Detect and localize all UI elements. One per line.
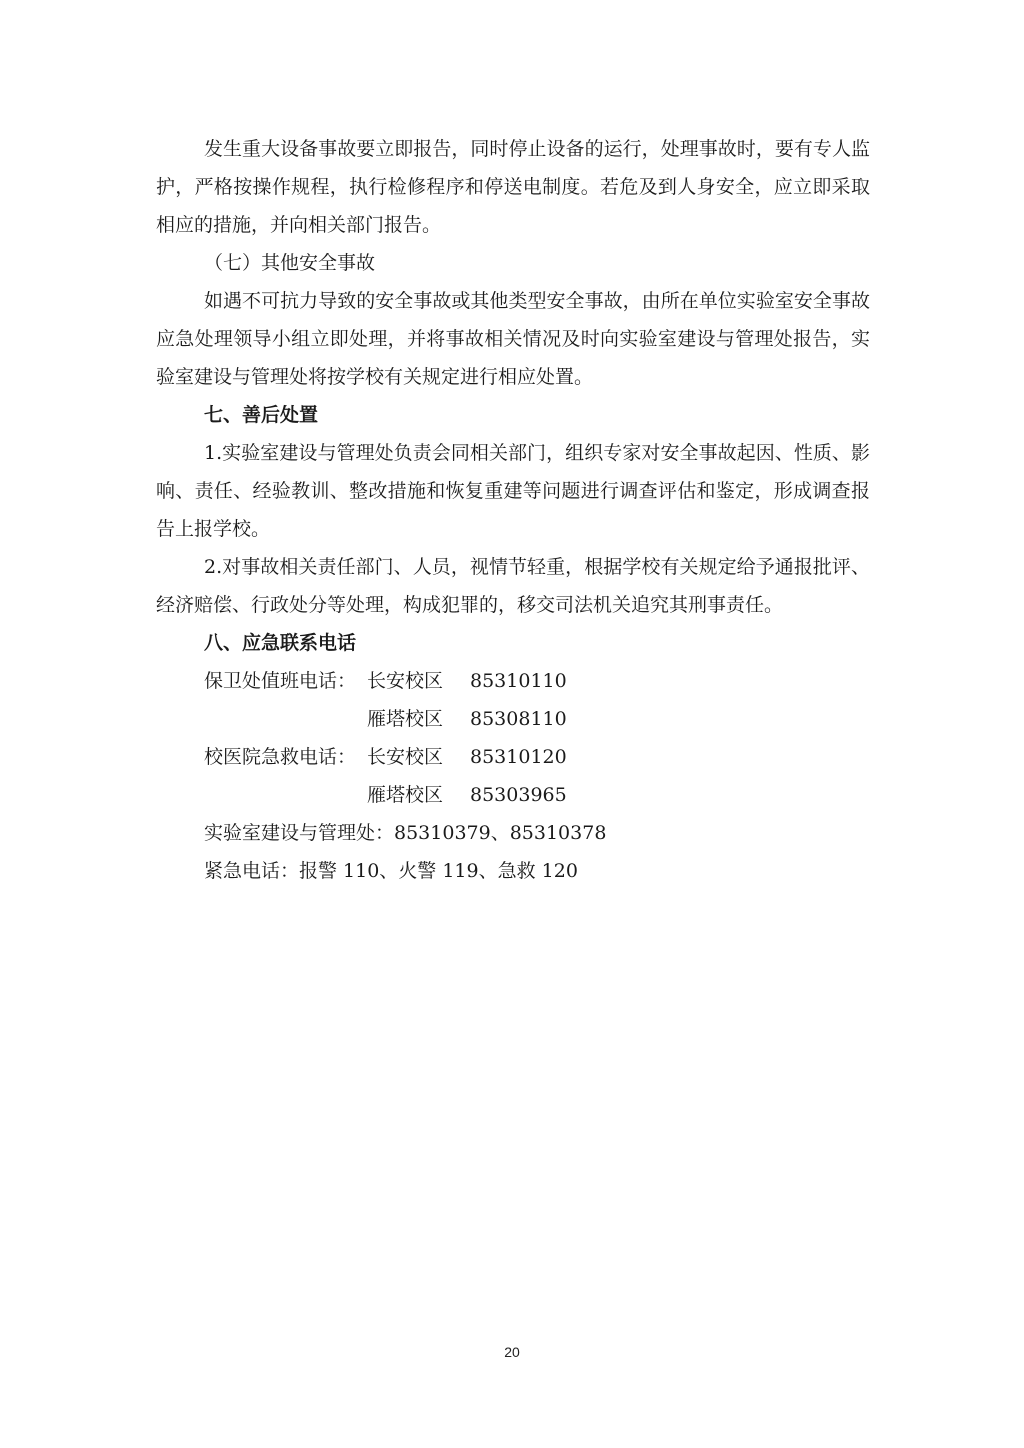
clinic-yanta-campus: 雁塔校区	[367, 784, 444, 806]
aftermath-item-2: 2.对事故相关责任部门、人员，视情节轻重，根据学校有关规定给予通报批评、经济赔偿、行政处分等处理，构成犯罪的，移交司法机关追究其刑事责任。	[156, 556, 870, 616]
other-accident-subheading: （七）其他安全事故	[204, 252, 376, 274]
aftermath-item-1: 1.实验室建设与管理处负责会同相关部门，组织专家对安全事故起因、性质、影响、责任、经验教训、整改措施和恢复重建等问题进行调查评估和鉴定，形成调查报告上报学校。	[156, 442, 870, 540]
security-yanta-campus: 雁塔校区	[367, 708, 444, 730]
aftermath-heading: 七、善后处置	[204, 404, 319, 426]
equipment-accident-paragraph: 发生重大设备事故要立即报告，同时停止设备的运行，处理事故时，要有专人监护，严格按操作规程，执行检修程序和停送电制度。若危及到人身安全，应立即采取相应的措施，并向相关部门报告。	[156, 138, 870, 236]
page-number: 20	[504, 1344, 520, 1360]
contacts-heading: 八、应急联系电话	[204, 632, 357, 654]
clinic-changan-row	[156, 738, 870, 776]
security-label: 保卫处值班电话：	[204, 670, 357, 692]
security-changan-row	[156, 662, 870, 700]
lab-office-contact: 实验室建设与管理处：85310379、85310378	[204, 822, 607, 844]
clinic-changan-phone: 85310120	[470, 746, 567, 768]
clinic-yanta-phone: 85303965	[470, 784, 567, 806]
security-changan-campus: 长安校区	[367, 670, 444, 692]
page-content	[156, 130, 870, 890]
security-yanta-row	[156, 700, 870, 738]
clinic-yanta-row	[156, 776, 870, 814]
security-yanta-phone: 85308110	[470, 708, 567, 730]
clinic-changan-campus: 长安校区	[367, 746, 444, 768]
emergency-contact: 紧急电话：报警 110、火警 119、急救 120	[204, 860, 578, 882]
other-accident-paragraph: 如遇不可抗力导致的安全事故或其他类型安全事故，由所在单位实验室安全事故应急处理领导小组立即处理，并将事故相关情况及时向实验室建设与管理处报告，实验室建设与管理处将按学校有关规定进行相应处置。	[156, 290, 870, 388]
clinic-label: 校医院急救电话：	[204, 746, 357, 768]
security-changan-phone: 85310110	[470, 670, 567, 692]
